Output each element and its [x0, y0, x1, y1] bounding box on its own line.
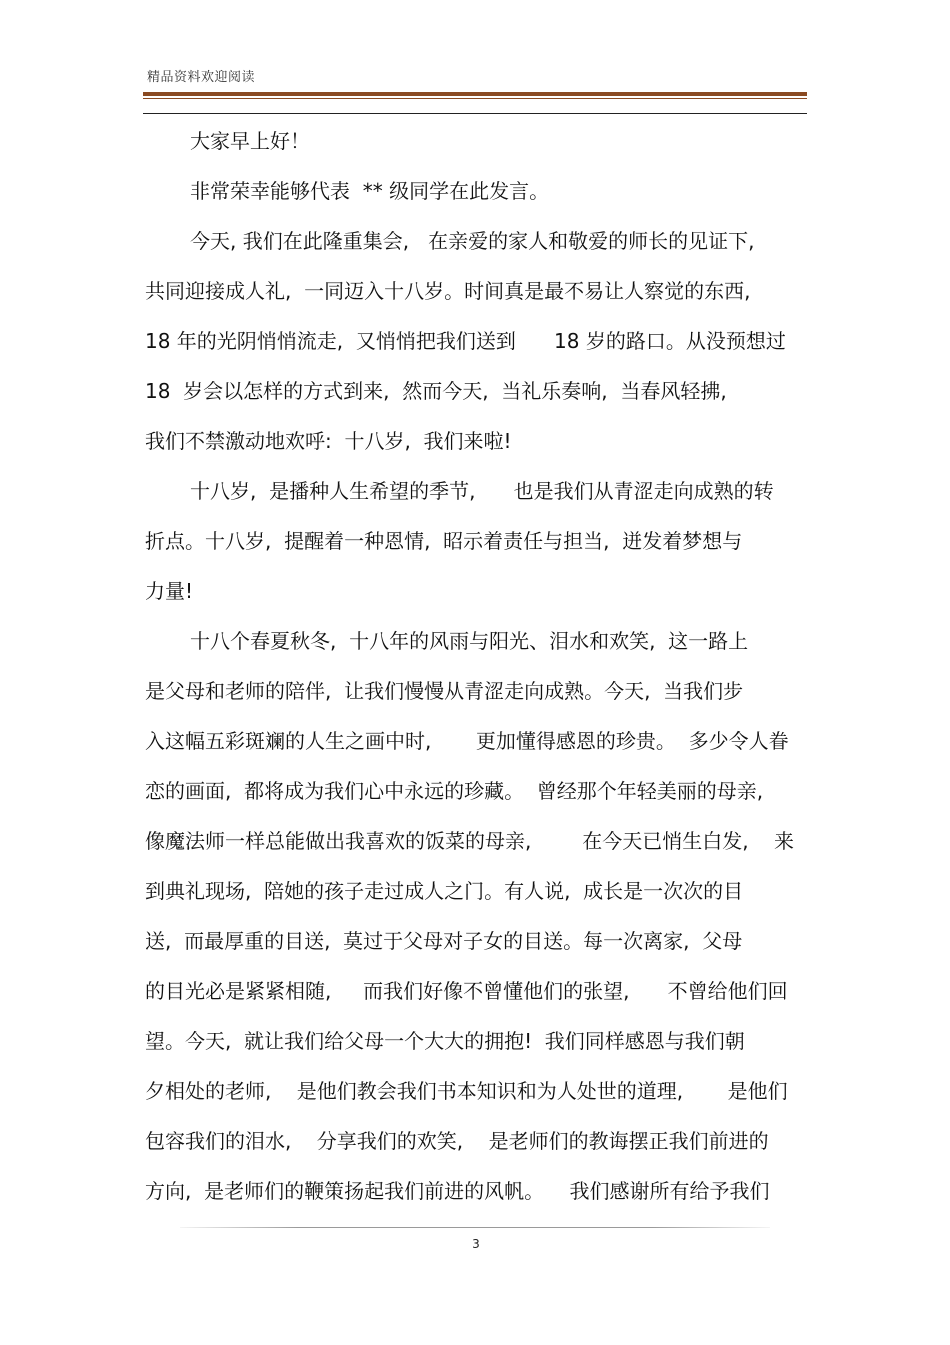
text-line: 十八个春夏秋冬, 十八年的风雨与阳光、泪水和欢笑, 这一路上: [190, 629, 749, 653]
text-line: 像魔法师一样总能做出我喜欢的饭菜的母亲, 在今天已悄生白发, 来: [145, 829, 795, 853]
text-line: 到典礼现场, 陪她的孩子走过成人之门。有人说, 成长是一次次的目: [145, 879, 744, 903]
text-line: 我们不禁激动地欢呼: 十八岁, 我们来啦!: [145, 429, 512, 453]
header-rule-thin: [143, 98, 807, 99]
text-line: 折点。十八岁, 提醒着一种恩情, 昭示着责任与担当, 迸发着梦想与: [145, 529, 743, 553]
text-line: 力量!: [145, 579, 194, 603]
page-header-text: 精品资料欢迎阅读: [147, 70, 256, 85]
text-line: 非常荣幸能够代表 ** 级同学在此发言。: [190, 179, 550, 203]
text-line: 恋的画面, 都将成为我们心中永远的珍藏。 曾经那个年轻美丽的母亲,: [145, 779, 764, 803]
text-line: 夕相处的老师, 是他们教会我们书本知识和为人处世的道理, 是他们: [145, 1079, 788, 1103]
page-number: 3: [472, 1237, 480, 1251]
text-line: 十八岁, 是播种人生希望的季节, 也是我们从青涩走向成熟的转: [190, 479, 774, 503]
footer-rule: [180, 1227, 770, 1228]
text-line: 的目光必是紧紧相随, 而我们好像不曾懂他们的张望, 不曾给他们回: [145, 979, 788, 1003]
text-line: 包容我们的泪水, 分享我们的欢笑, 是老师们的教诲摆正我们前进的: [145, 1129, 769, 1153]
text-line: 送, 而最厚重的目送, 莫过于父母对子女的目送。每一次离家, 父母: [145, 929, 743, 953]
header-rule-thick: [143, 92, 807, 96]
text-line: 入这幅五彩斑斓的人生之画中时, 更加懂得感恩的珍贵。 多少令人眷: [145, 729, 789, 753]
text-line: 方向, 是老师们的鞭策扬起我们前进的风帆。 我们感谢所有给予我们: [145, 1179, 770, 1203]
text-line: 望。今天, 就让我们给父母一个大大的拥抱! 我们同样感恩与我们朝: [145, 1029, 745, 1053]
content-top-rule: [143, 113, 807, 114]
text-line: 共同迎接成人礼, 一同迈入十八岁。时间真是最不易让人察觉的东西,: [145, 279, 751, 303]
text-line: 大家早上好！: [190, 129, 310, 153]
text-line: 今天, 我们在此隆重集会, 在亲爱的家人和敬爱的师长的见证下,: [190, 229, 755, 253]
text-line: 18 年的光阴悄悄流走, 又悄悄把我们送到 18 岁的路口。从没预想过: [145, 329, 786, 353]
text-line: 18 岁会以怎样的方式到来, 然而今天, 当礼乐奏响, 当春风轻拂,: [145, 379, 727, 403]
text-line: 是父母和老师的陪伴, 让我们慢慢从青涩走向成熟。今天, 当我们步: [145, 679, 744, 703]
